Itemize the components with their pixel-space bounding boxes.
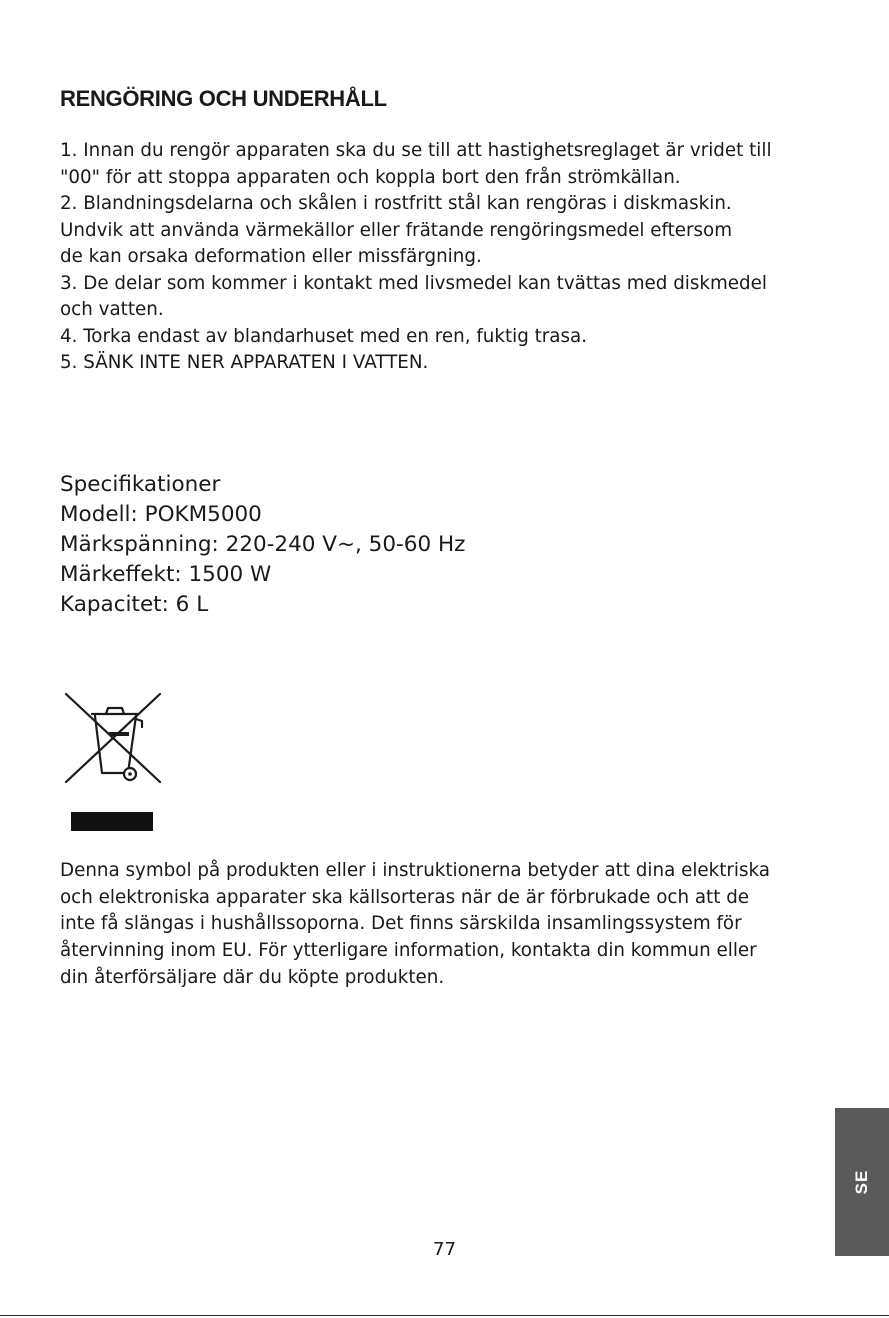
disposal-line-3: inte få slängas i hushållssoporna. Det finns särskilda insamlingssystem för [60,913,742,935]
list-item [60,324,835,351]
disposal-line-1: Denna symbol på produkten eller i instruktionerna betyder att dina elektriska [60,860,770,881]
section-heading: RENGÖRING OCH UNDERHÅLL [60,86,387,111]
step-3-line-1: 3. De delar som kommer i kontakt med livsmedel kan tvättas med diskmedel [60,272,767,294]
step-2-line-2: Undvik att använda värmekällor eller frätande rengöringsmedel eftersom [60,219,733,241]
step-3-line-2: och vatten. [60,299,164,320]
list-item [60,191,835,271]
disposal-line-5: din återförsäljare där du köpte produkten. [60,966,445,988]
weee-date-bar [71,812,153,831]
step-1-line-1: 1. Innan du rengör apparaten ska du se till att hastighetsreglaget är vridet till [60,140,772,161]
specifications-block [60,470,465,620]
list-item [60,138,835,191]
language-tab-label: SE [852,1169,871,1195]
step-2-line-1: 2. Blandningsdelarna och skålen i rostfritt stål kan rengöras i diskmaskin. [60,193,732,214]
language-tab [835,1108,889,1256]
disposal-line-4: återvinning inom EU. För ytterligare information, kontakta din kommun eller [60,940,757,962]
disposal-line-2: och elektroniska apparater ska källsorteras när de är förbrukade och att de [60,886,750,908]
step-2-line-3: de kan orsaka deformation eller missfärgning. [60,246,482,267]
specs-power: Märkeffekt: 1500 W [60,562,272,587]
crossed-out-wheelie-bin-icon [62,690,164,786]
step-1-line-2: "00" för att stoppa apparaten och koppla bort den från strömkällan. [60,166,681,188]
step-4-line-1: 4. Torka endast av blandarhuset med en ren, fuktig trasa. [60,325,588,347]
specs-voltage: Märkspänning: 220-240 V~, 50-60 Hz [60,532,466,557]
specs-title: Specifikationer [60,472,221,497]
page-number: 77 [433,1239,456,1260]
specs-capacity: Kapacitet: 6 L [60,592,209,617]
cleaning-steps-list [60,138,835,377]
specs-model: Modell: POKM5000 [60,502,262,527]
list-item [60,271,835,324]
list-item [60,350,835,377]
step-5-line-1: 5. SÄNK INTE NER APPARATEN I VATTEN. [60,352,429,373]
disposal-notice [60,858,835,992]
bottom-divider [0,1315,889,1316]
